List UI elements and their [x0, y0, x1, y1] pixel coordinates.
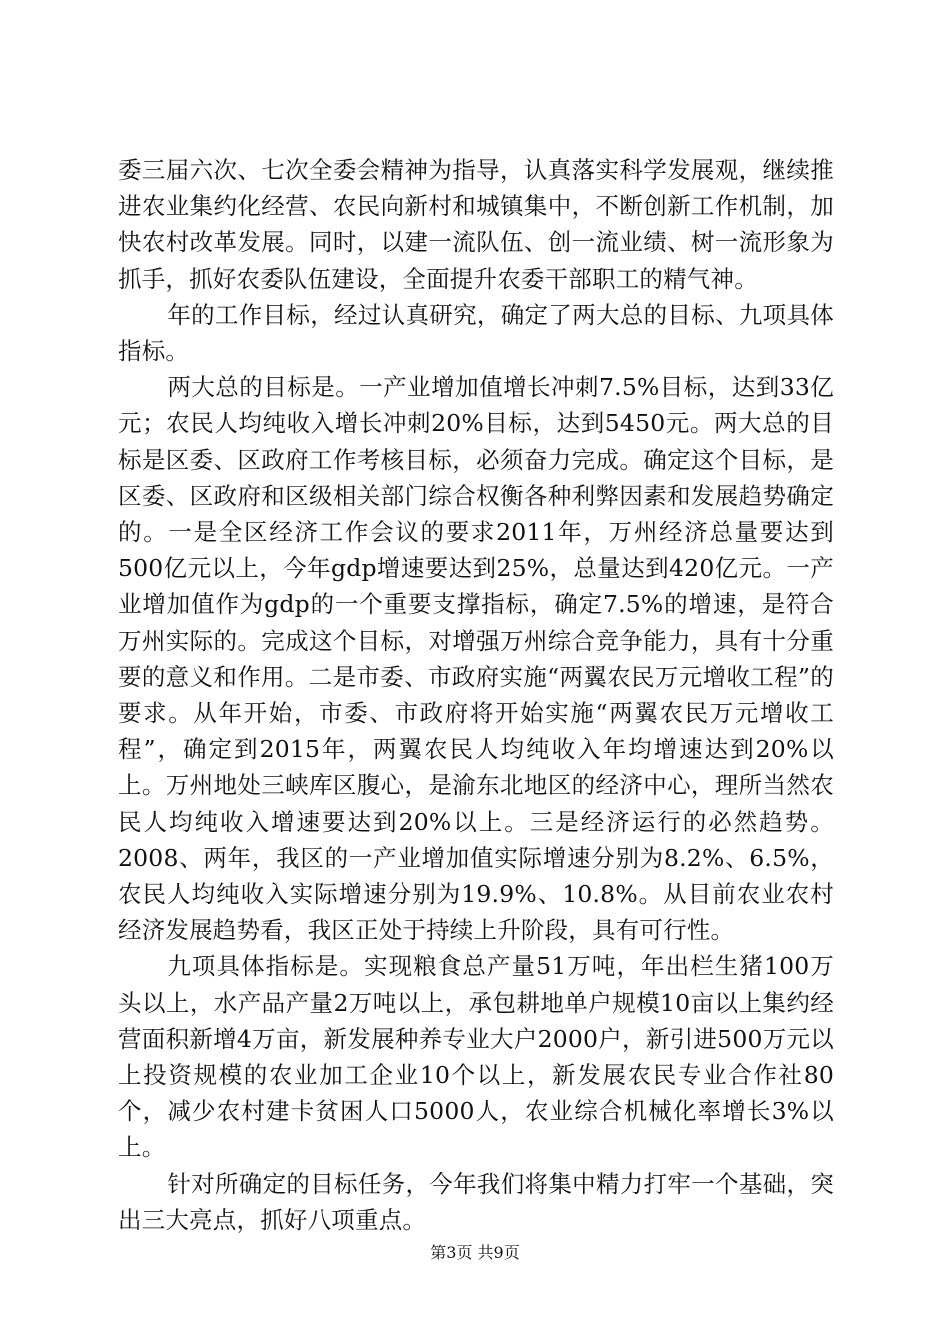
paragraph-key-tasks: 针对所确定的目标任务，今年我们将集中精力打牢一个基础，突出三大亮点，抓好八项重点。 [118, 1169, 834, 1234]
page-number-footer: 第3页 共9页 [430, 1243, 520, 1262]
paragraph-annual-goals: 年的工作目标，经过认真研究，确定了两大总的目标、九项具体指标。 [118, 300, 834, 366]
document-body [118, 152, 834, 1238]
paragraph-nine-indicators: 九项具体指标是。实现粮食总产量51万吨，年出栏生猪100万头以上，水产品产量2万吨以上，承包耕地单户规模10亩以上集约经营面积新增4万亩，新发展种养专业大户2000户，新引进500万元以上投资规模的农业加工企业10个以上，新发展农民专业合作社80个，减少农村建卡贫困人口5000人，农业综合机械化率增长3%以上。 [118, 952, 834, 1162]
paragraph-two-overall-goals: 两大总的目标是。一产业增加值增长冲刺7.5%目标，达到33亿元；农民人均纯收入增长冲刺20%目标，达到5450元。两大总的目标是区委、区政府工作考核目标，必须奋力完成。确定这个目标，是区委、区政府和区级相关部门综合权衡各种利弊因素和发展趋势确定的。一是全区经济工作会议的要求2011年，万州经济总量要达到500亿元以上，今年gdp增速要达到25%，总量达到420亿元。一产业增加值作为gdp的一个重要支撑指标，确定7.5%的增速，是符合万州实际的。完成这个目标，对增强万州综合竞争能力，具有十分重要的意义和作用。二是市委、市政府实施“两翼农民万元增收工程”的要求。从年开始，市委、市政府将开始实施“两翼农民万元增收工程”，确定到2015年，两翼农民人均纯收入年均增速达到20%以上。万州地处三峡库区腹心，是渝东北地区的经济中心，理所当然农民人均纯收入增速要达到20%以上。三是经济运行的必然趋势。2008、两年，我区的一产业增加值实际增速分别为8.2%、6.5%，农民人均纯收入实际增速分别为19.9%、10.8%。从目前农业农村经济发展趋势看，我区正处于持续上升阶段，具有可行性。 [118, 373, 834, 945]
paragraph-continuation: 委三届六次、七次全委会精神为指导，认真落实科学发展观，继续推进农业集约化经营、农民向新村和城镇集中，不断创新工作机制，加快农村改革发展。同时，以建一流队伍、创一流业绩、树一流形象为抓手，抓好农委队伍建设，全面提升农委干部职工的精气神。 [118, 156, 834, 293]
